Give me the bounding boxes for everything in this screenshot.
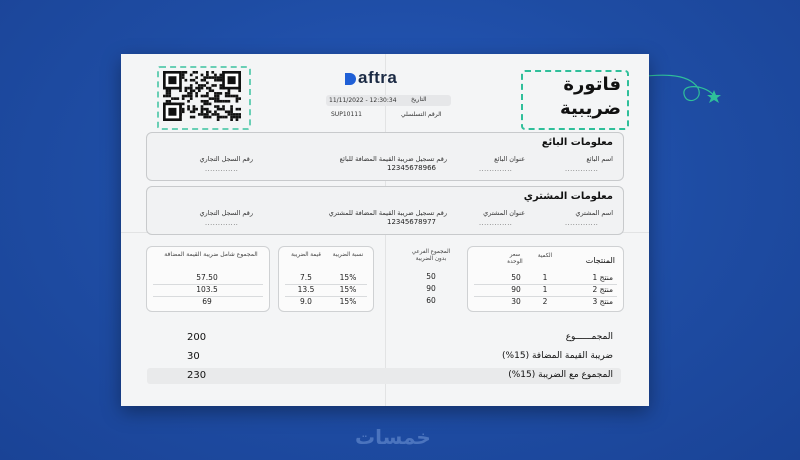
buyer-name-label: اسم المشتري (575, 209, 613, 217)
product-subtotal: 90 (426, 284, 436, 293)
summary-label: المجموع مع الضريبة (15%) (508, 370, 613, 380)
buyer-vat-label: رقم تسجيل ضريبة القيمة المضافة للمشتري (328, 209, 447, 217)
buyer-cr-value: ............. (205, 219, 239, 227)
tax-amount: 13.5 (297, 285, 315, 294)
tax-amount-header: قيمة الضريبة (291, 252, 321, 258)
daftra-logo (345, 68, 435, 88)
khamsat-watermark: خمسات (355, 425, 431, 449)
subtotal-header: المجموع الفرعي بدون الضريبة (411, 249, 451, 262)
product-subtotal: 50 (426, 272, 436, 281)
product-qty: 1 (542, 285, 548, 294)
seller-cr-label: رقم السجل التجاري (199, 155, 253, 163)
tax-amount: 9.0 (300, 297, 312, 306)
product-price: 90 (511, 285, 521, 294)
tax-amount: 7.5 (300, 273, 312, 282)
summary-label: المجمــــــوع (565, 332, 613, 342)
product-price: 50 (511, 273, 521, 282)
invoice-title (521, 70, 629, 130)
seller-address-label: عنوان البائع (494, 155, 525, 163)
seller-vat-value: 12345678966 (387, 164, 436, 172)
product-qty: 2 (542, 297, 548, 306)
star-icon (707, 90, 721, 103)
tax-rate-header: نسبة الضريبة (332, 252, 364, 258)
tax-table (278, 246, 374, 312)
buyer-address-value: ............. (479, 219, 513, 227)
summary-value: 200 (187, 332, 207, 343)
product-name: منتج 3 (592, 297, 613, 306)
buyer-vat-value: 12345678977 (387, 218, 436, 226)
qr-icon (163, 71, 241, 121)
products-table (467, 246, 624, 312)
tax-rate: 15% (339, 285, 357, 294)
total-vat-header: المجموع شامل ضريبة القيمة المضافة (164, 251, 258, 258)
seller-cr-value: ............. (205, 165, 239, 173)
buyer-info-box (146, 186, 624, 235)
qty-header: الكمية (537, 253, 553, 259)
product-subtotal: 60 (426, 296, 436, 305)
title-line-2: ضريبية (560, 98, 621, 119)
total-vat-table (146, 246, 270, 312)
buyer-name-value: ............. (565, 219, 599, 227)
summary-row-vat (147, 349, 621, 365)
total-vat-value: 103.5 (196, 285, 218, 294)
unit-price-header: سعر الوحدة (507, 252, 523, 265)
logo-mark-icon (345, 73, 356, 85)
total-vat-value: 69 (202, 297, 212, 306)
summary-row-total (147, 330, 621, 346)
invoice-paper (121, 54, 649, 406)
logo-text: aftra (358, 68, 398, 87)
tax-rate: 15% (339, 297, 357, 306)
date-value: 11/11/2022 - 12:30:34 (329, 97, 397, 104)
summary-row-grand-total (147, 368, 621, 384)
seller-vat-label: رقم تسجيل ضريبة القيمة المضافة للبائع (339, 155, 447, 163)
product-qty: 1 (542, 273, 548, 282)
seller-name-label: اسم البائع (586, 155, 613, 163)
title-line-1: فاتورة (563, 74, 621, 95)
seller-section-title: معلومات البائع (541, 137, 613, 148)
buyer-address-label: عنوان المشتري (483, 209, 525, 217)
buyer-cr-label: رقم السجل التجاري (199, 209, 253, 217)
seller-address-value: ............. (479, 165, 513, 173)
summary-label: ضريبة القيمة المضافة (15%) (502, 351, 613, 361)
date-label: التاريخ (411, 96, 427, 103)
product-price: 30 (511, 297, 521, 306)
products-header: المنتجات (585, 256, 615, 265)
serial-label: الرقم التسلسلي (401, 111, 442, 118)
product-name: منتج 2 (592, 285, 613, 294)
total-vat-value: 57.50 (196, 273, 218, 282)
summary-value: 30 (187, 351, 200, 362)
product-name: منتج 1 (592, 273, 613, 282)
seller-info-box (146, 132, 624, 181)
tax-rate: 15% (339, 273, 357, 282)
summary-value: 230 (187, 370, 207, 381)
seller-name-value: ............. (565, 165, 599, 173)
qr-code (161, 68, 243, 122)
buyer-section-title: معلومات المشتري (523, 191, 613, 202)
serial-value: SUP10111 (331, 111, 362, 118)
